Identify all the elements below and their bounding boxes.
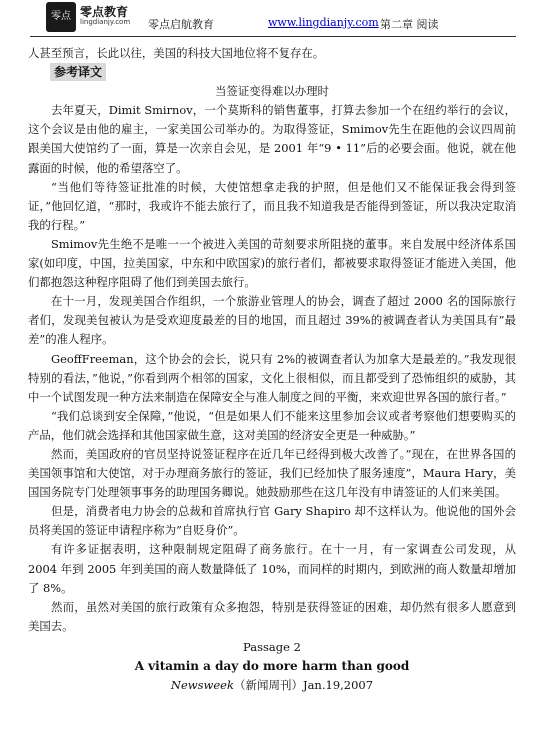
paragraph: 但是，消费者电力协会的总裁和首席执行官 Gary Shapiro 却不这样认为。他说他的国外会员将美国的签证申请程序称为”自贬身价”。 [28,504,516,538]
page-header [0,0,533,40]
header-chapter: 第二章 阅读 [380,18,439,31]
passage-label: Passage 2 [243,639,301,654]
header-org: 零点启航教育 [148,18,214,31]
logo-glyph: 零点 [51,11,71,22]
paragraph: “当他们等待签证批准的时候，大使馆想拿走我的护照，但是他们又不能保证我会得到签证，”他回忆道，“那时，我或许不能去旅行了，而且我不知道我是否能得到签证，所以我决定取消我的行程。” [28,179,516,232]
paragraph: Smimov先生绝不是唯一一个被进入美国的苛刻要求所阻挠的董事。来自发展中经济体系国家(如印度，中国，拉美国家，中东和中欧国家)的旅行者们，都被要求取得签证才能进入美国，他们都抱怨这种程序阻碍了他们到美国去旅行。 [28,236,516,290]
source-detail: （新闻周刊）Jan.19,2007 [233,678,374,693]
header-url-link[interactable]: www.lingdianjy.com [268,16,379,29]
paragraph: 去年夏天，Dimit Smirnov，一个莫斯科的销售董事，打算去参加一个在纽约举行的会议，这个会议是由他的雇主，一家美国公司举办的。为取得签证，Smimov先生在距他的会议四周前跟美国大使馆约了一面，算是一次亲自会见，是 2001 年“9 • 11”后的必要会面。他说，就在他露面的时候，他的希望落空了。 [28,103,516,175]
header-divider [30,36,516,37]
paragraph: 在十一月，发现美国合作组织，一个旅游业管理人的协会，调查了超过 2000 名的国际旅行者们，发现美包被认为是受欢迎度最差的目的地国，而且超过 39%的被调查者认为美国具有”最差”的准人程序。 [28,294,516,347]
source-publication: Newsweek [170,678,234,693]
article-title: 当签证变得难以办理时 [215,84,329,99]
document-body [28,44,516,695]
source-line [28,676,516,695]
paragraph: GeoffFreeman，这个协会的会长，说只有 2%的被调查者认为加拿大是最差的。”我发现很特别的看法，”他说，”你看到两个相邻的国家，文化上很相似，而且都受到了恐怖组织的威胁，其中一个试图发现一种方法来制造在保障安全与准人制度之间的平衡，来欢迎世界各国的旅行者。” [28,351,516,404]
logo-name: 零点教育 [80,5,129,19]
paragraph: 然而，美国政府的官员坚持说签证程序在近几年已经得到极大改善了。”现在，在世界各国的美国领事馆和大使馆，对于办理商务旅行的签证，我们已经加快了服务速度”，Maura Hary，美国国务院专门处理领事事务的助理国务卿说。她鼓励那些在这几年没有申请签证的人们来美国。 [28,446,516,500]
section-label: 参考译文 [50,63,106,81]
intro-line: 人甚至预言，长此以往，美国的科技大国地位将不复存在。 [28,46,325,60]
paragraph: 有许多证据表明，这种限制规定阻碍了商务旅行。在十一月，有一家调查公司发现，从 2004 年到 2005 年到美国的商人数量降低了 10%，而同样的时期内，到欧洲的商人数量却增加了 8%。 [28,542,516,595]
paragraph: 然而，虽然对美国的旅行政策有众多抱怨，特别是获得签证的困难，却仍然有很多人愿意到美国去。 [28,599,516,633]
logo-domain: lingdianjy.com [80,18,131,26]
paragraph: “我们总谈到安全保障，”他说，“但是如果人们不能来这里参加会议或者考察他们想要购买的产品，他们就会选择和其他国家做生意，这对美国的经济安全更是一种威胁。” [28,408,516,442]
logo-icon [46,2,76,32]
english-title: A vitamin a day do more harm than good [134,659,410,673]
